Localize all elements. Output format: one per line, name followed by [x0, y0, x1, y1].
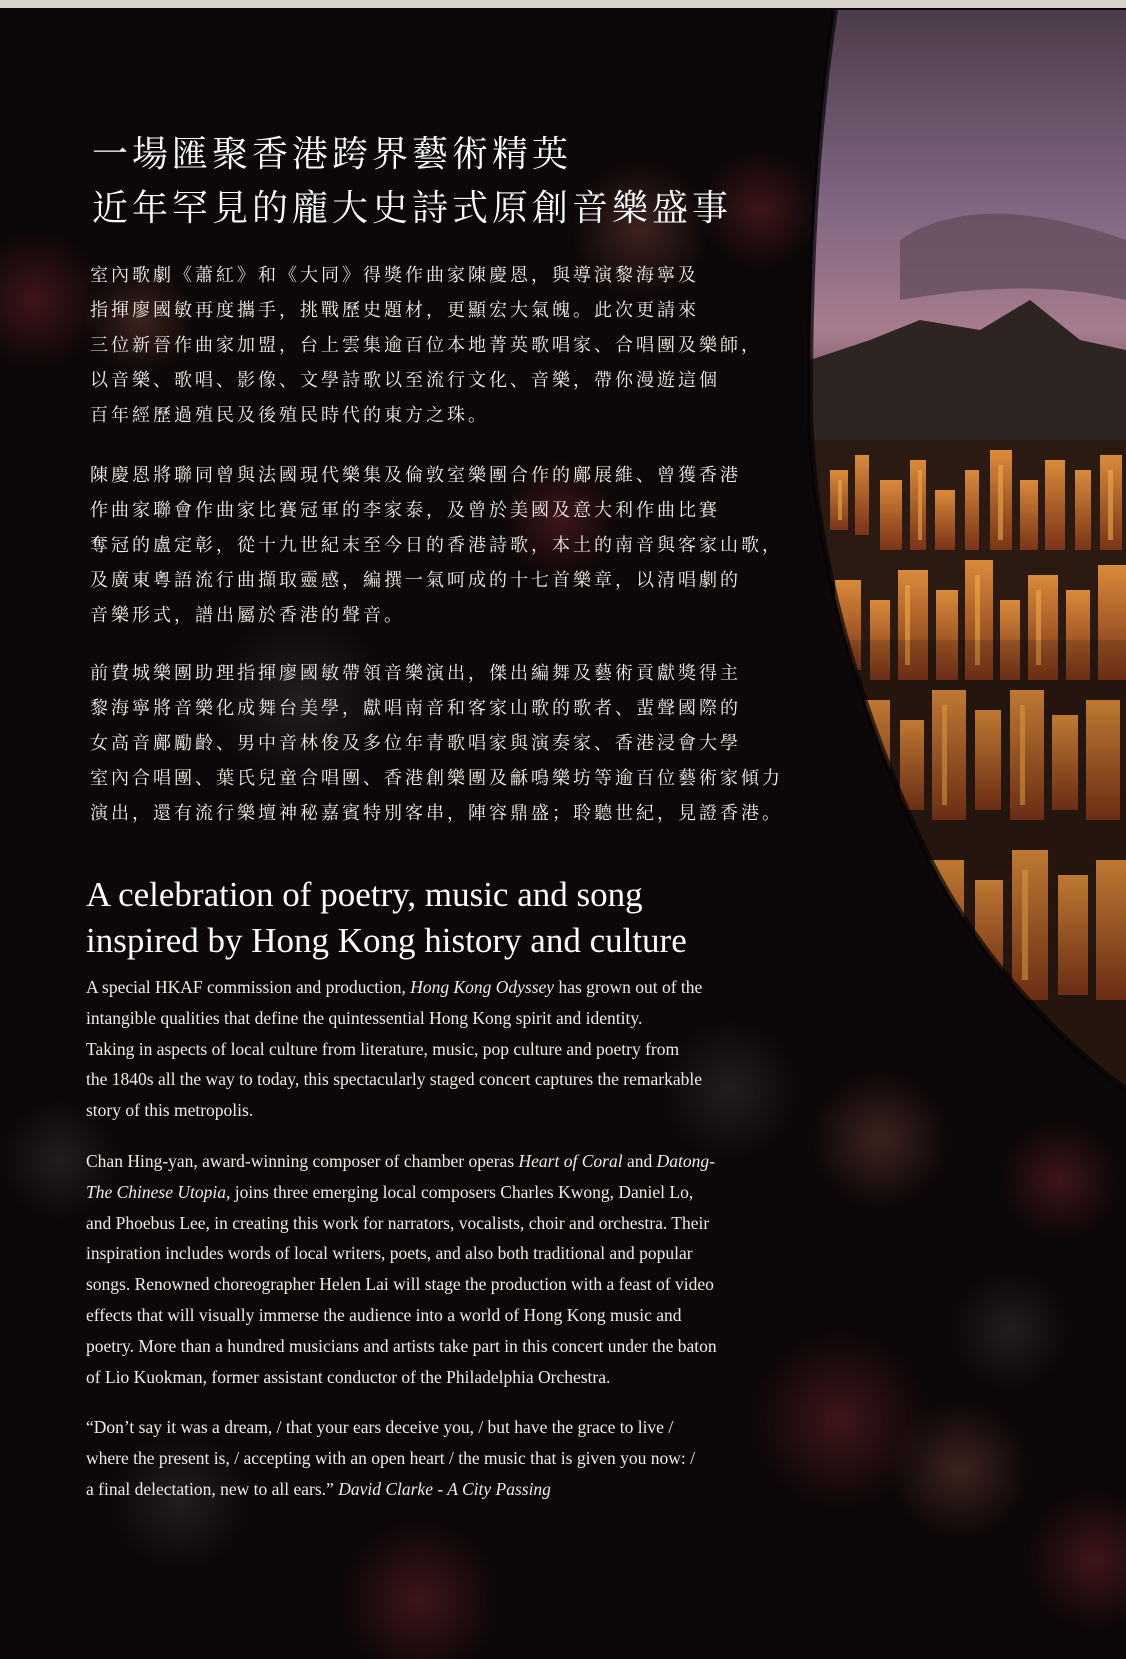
en-p2-line: effects that will visually immerse the audience into a world of Hong Kong music and: [86, 1304, 682, 1325]
english-headline-line-1: A celebration of poetry, music and song: [86, 875, 643, 914]
english-paragraph-2: [86, 1146, 806, 1392]
text-run: has grown out of the: [554, 977, 703, 997]
en-p2-line: [86, 1177, 806, 1208]
en-p2-line: [86, 1146, 806, 1177]
text-run: Chan Hing-yan, award-winning composer of chamber operas: [86, 1151, 519, 1171]
en-p2-line: and Phoebus Lee, in creating this work for narrators, vocalists, choir and orchestra. Their: [86, 1212, 710, 1233]
zh-p3-line: 室內合唱團、葉氏兒童合唱團、香港創樂團及龢鳴樂坊等逾百位藝術家傾力: [90, 768, 783, 789]
opera-title: Datong-: [656, 1151, 715, 1171]
text-run: joins three emerging local composers Charles Kwong, Daniel Lo,: [230, 1181, 694, 1202]
quote-line: “Don’t say it was a dream, / that your ears deceive you, / but have the grace to live /: [86, 1417, 674, 1437]
en-p2-line: inspiration includes words of local writers, poets, and also both traditional and popular: [86, 1243, 693, 1264]
zh-p1-line: 三位新晉作曲家加盟，台上雲集逾百位本地菁英歌唱家、合唱團及樂師，: [90, 335, 762, 356]
chinese-headline-line-1: 一場匯聚香港跨界藝術精英: [92, 134, 573, 175]
english-paragraph-1: [86, 972, 806, 1126]
zh-p2-line: 及廣東粵語流行曲擷取靈感，編撰一氣呵成的十七首樂章，以清唱劇的: [90, 570, 741, 591]
zh-p2-line: 陳慶恩將聯同曾與法國現代樂集及倫敦室樂團合作的鄺展維、曾獲香港: [90, 465, 741, 486]
en-p1-line: Taking in aspects of local culture from literature, music, pop culture and poetry from: [86, 1038, 680, 1059]
zh-p3-line: 演出，還有流行樂壇神秘嘉賓特別客串，陣容鼎盛；聆聽世紀，見證香港。: [90, 803, 783, 824]
chinese-paragraph-1: [90, 258, 810, 433]
en-p1-line: story of this metropolis.: [86, 1100, 254, 1121]
en-p2-line: of Lio Kuokman, former assistant conductor of the Philadelphia Orchestra.: [86, 1366, 611, 1387]
en-p1-line: intangible qualities that define the quintessential Hong Kong spirit and identity.: [86, 1007, 643, 1028]
en-p1-line: [86, 972, 806, 1003]
production-title: Hong Kong Odyssey: [410, 977, 555, 997]
text-run: and: [622, 1151, 657, 1171]
zh-p1-line: 指揮廖國敏再度攜手，挑戰歷史題材，更顯宏大氣魄。此次更請來: [90, 300, 699, 321]
chinese-paragraph-3: [90, 656, 810, 831]
en-p2-line: poetry. More than a hundred musicians and artists take part in this concert under the baton: [86, 1335, 717, 1356]
zh-p1-line: 以音樂、歌唱、影像、文學詩歌以至流行文化、音樂，帶你漫遊這個: [90, 370, 720, 391]
quote-attribution: David Clarke - A City Passing: [338, 1478, 551, 1499]
opera-title: Heart of Coral: [518, 1151, 623, 1171]
quote-line: where the present is, / accepting with an open heart / the music that is given you now: /: [86, 1447, 695, 1468]
quote-line: [86, 1474, 806, 1505]
zh-p2-line: 奪冠的盧定彰，從十九世紀末至今日的香港詩歌，本土的南音與客家山歌，: [90, 535, 783, 556]
opera-title: The Chinese Utopia,: [86, 1181, 231, 1202]
english-headline: [86, 872, 806, 964]
en-p1-line: the 1840s all the way to today, this spectacularly staged concert captures the remarkable: [86, 1069, 702, 1090]
poem-quote: [86, 1412, 806, 1504]
zh-p2-line: 作曲家聯會作曲家比賽冠軍的李家泰，及曾於美國及意大利作曲比賽: [90, 500, 720, 521]
chinese-headline-line-2: 近年罕見的龐大史詩式原創音樂盛事: [92, 188, 733, 229]
zh-p3-line: 黎海寧將音樂化成舞台美學，獻唱南音和客家山歌的歌者、蜚聲國際的: [90, 698, 741, 719]
zh-p2-line: 音樂形式，譜出屬於香港的聲音。: [90, 605, 405, 626]
text-run: A special HKAF commission and production,: [86, 977, 411, 997]
chinese-headline: [92, 128, 792, 236]
en-p2-line: songs. Renowned choreographer Helen Lai will stage the production with a feast of video: [86, 1274, 714, 1295]
zh-p3-line: 前費城樂團助理指揮廖國敏帶領音樂演出，傑出編舞及藝術貢獻獎得主: [90, 663, 741, 684]
zh-p1-line: 室內歌劇《蕭紅》和《大同》得獎作曲家陳慶恩，與導演黎海寧及: [90, 265, 699, 286]
zh-p3-line: 女高音鄺勵齡、男中音林俊及多位年青歌唱家與演奏家、香港浸會大學: [90, 733, 741, 754]
english-headline-line-2: inspired by Hong Kong history and culture: [86, 921, 687, 960]
text-run: a final delectation, new to all ears.”: [86, 1478, 339, 1499]
chinese-paragraph-2: [90, 458, 810, 633]
zh-p1-line: 百年經歷過殖民及後殖民時代的東方之珠。: [90, 405, 489, 426]
